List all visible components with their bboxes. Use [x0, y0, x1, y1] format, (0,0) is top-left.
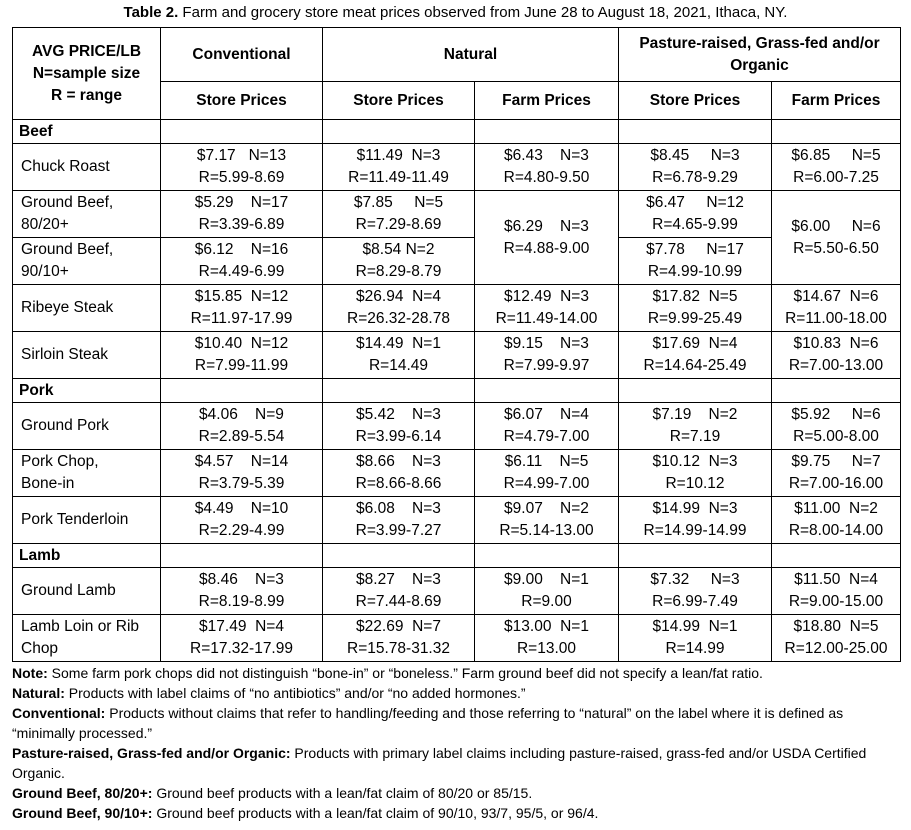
cell-line: $7.19 N=2 — [652, 406, 738, 423]
cell-line: $8.46 N=3 — [199, 571, 284, 588]
table-row — [13, 568, 901, 615]
row-label-line: Ground Lamb — [21, 582, 116, 599]
conv-store-cell — [161, 450, 323, 497]
cell-line: R=4.99-10.99 — [647, 263, 743, 280]
cell-line: $15.85 N=12 — [194, 288, 289, 305]
cell-line: R=14.99-14.99 — [643, 522, 747, 539]
pas-farm-cell — [772, 144, 901, 191]
pas-farm-cell — [772, 615, 901, 662]
cell-line: $6.07 N=4 — [504, 406, 589, 423]
cell-line: $8.66 N=3 — [356, 453, 441, 470]
cell-line: $7.32 N=3 — [650, 571, 740, 588]
price-table — [12, 27, 901, 662]
empty-cell — [475, 120, 619, 144]
note-natural: Natural: Products with label claims of “no antibiotics” and/or “no added hormones.” — [12, 685, 526, 701]
cell-line: $8.27 N=3 — [356, 571, 441, 588]
cell-line: R=5.50-6.50 — [793, 239, 879, 257]
nat-store-cell — [323, 568, 475, 615]
table-row — [13, 144, 901, 191]
nat-store-cell — [323, 144, 475, 191]
cell-line: R=7.29-8.69 — [355, 216, 442, 233]
empty-cell — [772, 120, 901, 144]
cell-line: $6.47 N=12 — [646, 194, 744, 211]
pas-farm-cell — [772, 285, 901, 332]
section-beef: Beef — [13, 120, 161, 144]
table-row — [13, 403, 901, 450]
cell-line: R=4.65-9.99 — [652, 216, 738, 233]
empty-cell — [619, 544, 772, 568]
nat-store-cell — [323, 497, 475, 544]
cell-line: $8.45 N=3 — [650, 147, 740, 164]
cell-line: R=7.99-11.99 — [194, 357, 289, 374]
cell-line: $5.29 N=17 — [194, 194, 289, 211]
row-label-line: Ground Beef, — [21, 241, 114, 258]
cell-line: R=2.89-5.54 — [198, 428, 285, 445]
cell-line: R=6.00-7.25 — [793, 169, 879, 186]
empty-cell — [323, 379, 475, 403]
cell-line: $6.85 N=5 — [791, 147, 881, 164]
header-pas-farm: Farm Prices — [772, 82, 901, 120]
pas-store-cell — [619, 144, 772, 191]
cell-line: $14.99 N=3 — [652, 500, 738, 517]
nat-store-cell — [323, 615, 475, 662]
cell-line: $13.00 N=1 — [504, 618, 589, 635]
row-label — [13, 403, 161, 450]
table-row — [13, 191, 901, 238]
cell-line: R=4.80-9.50 — [503, 169, 590, 186]
cell-line: $14.49 N=1 — [356, 335, 441, 352]
cell-line: $11.49 N=3 — [356, 147, 441, 164]
cell-line: R=7.44-8.69 — [355, 593, 442, 610]
cell-line: $18.80 N=5 — [793, 618, 879, 635]
cell-line: $7.78 N=17 — [646, 241, 744, 258]
cell-line: $4.49 N=10 — [194, 500, 289, 517]
header-pasture — [619, 28, 901, 82]
nat-store-cell — [323, 403, 475, 450]
cell-line: $6.08 N=3 — [356, 500, 441, 517]
cell-line: R=8.66-8.66 — [355, 475, 442, 492]
cell-line: $6.29 N=3 — [504, 217, 589, 235]
note-general: Note: Some farm pork chops did not distinguish “bone-in” or “boneless.” Farm ground beef did not specify a lean/fat ratio. — [12, 665, 763, 681]
cell-line: $9.75 N=7 — [791, 453, 881, 470]
cell-line: R=7.99-9.97 — [503, 357, 590, 374]
pas-store-cell — [619, 238, 772, 285]
pas-store-cell — [619, 332, 772, 379]
row-label-line: Pork Tenderloin — [21, 511, 129, 528]
row-label-line: Pork Chop, — [21, 453, 99, 470]
row-label-line: Ribeye Steak — [21, 299, 114, 316]
empty-cell — [475, 544, 619, 568]
cell-line: R=12.00-25.00 — [784, 640, 888, 657]
nat-store-cell — [323, 332, 475, 379]
cell-line: $7.85 N=5 — [353, 194, 444, 211]
cell-line: R=6.78-9.29 — [652, 169, 738, 186]
cell-line: R=6.99-7.49 — [652, 593, 738, 610]
header-conventional: Conventional — [161, 28, 323, 82]
header-conv-store: Store Prices — [161, 82, 323, 120]
cell-line: R=14.99 — [665, 640, 725, 657]
cell-line: $9.07 N=2 — [504, 500, 589, 517]
row-label — [13, 615, 161, 662]
cell-line: R=8.19-8.99 — [198, 593, 285, 610]
cell-line: $6.43 N=3 — [504, 147, 589, 164]
corner-line: R = range — [50, 86, 123, 104]
nat-store-cell — [323, 191, 475, 238]
empty-cell — [323, 544, 475, 568]
header-nat-farm: Farm Prices — [475, 82, 619, 120]
cell-line: R=26.32-28.78 — [347, 310, 450, 327]
pas-store-cell — [619, 615, 772, 662]
cell-line: R=11.49-11.49 — [348, 169, 449, 186]
cell-line: $14.99 N=1 — [652, 618, 738, 635]
cell-line: R=9.00 — [521, 593, 572, 610]
header-corner — [13, 28, 161, 120]
cell-line: $17.69 N=4 — [652, 335, 738, 352]
row-label — [13, 332, 161, 379]
cell-line: R=4.88-9.00 — [503, 239, 590, 257]
pas-farm-cell — [772, 191, 901, 285]
cell-line: $9.15 N=3 — [504, 335, 589, 352]
pas-farm-cell — [772, 568, 901, 615]
note-conventional: Conventional: Products without claims that refer to handling/feeding and those referring to “natural” on the label where it is defined as “minimally processed.” — [12, 705, 844, 741]
pas-store-cell — [619, 285, 772, 332]
cell-line: $12.49 N=3 — [504, 288, 589, 305]
conv-store-cell — [161, 332, 323, 379]
cell-line: R=15.78-31.32 — [347, 640, 450, 657]
cell-line: R=10.12 — [665, 475, 725, 492]
conv-store-cell — [161, 191, 323, 238]
cell-line: R=4.99-7.00 — [503, 475, 590, 492]
header-nat-store: Store Prices — [323, 82, 475, 120]
cell-line: $8.54 N=2 — [362, 241, 435, 258]
note-ground-beef-80: Ground Beef, 80/20+: Ground beef products with a lean/fat claim of 80/20 or 85/15. — [12, 785, 533, 801]
corner-line: N=sample size — [32, 64, 141, 82]
pas-store-cell — [619, 497, 772, 544]
row-label-line: Ground Beef, — [21, 194, 114, 211]
section-lamb: Lamb — [13, 544, 161, 568]
nat-farm-cell — [475, 568, 619, 615]
pas-farm-cell — [772, 450, 901, 497]
row-label-line: Chuck Roast — [21, 158, 110, 175]
conv-store-cell — [161, 144, 323, 191]
conv-store-cell — [161, 238, 323, 285]
pas-store-cell — [619, 450, 772, 497]
section-row — [13, 544, 901, 568]
row-label — [13, 497, 161, 544]
conv-store-cell — [161, 285, 323, 332]
cell-line: R=17.32-17.99 — [190, 640, 293, 657]
cell-line: $6.11 N=5 — [504, 453, 589, 470]
cell-line: $4.06 N=9 — [199, 406, 284, 423]
row-label — [13, 238, 161, 285]
empty-cell — [475, 379, 619, 403]
header-natural: Natural — [323, 28, 619, 82]
pas-store-cell — [619, 403, 772, 450]
nat-farm-cell — [475, 403, 619, 450]
nat-farm-cell — [475, 615, 619, 662]
empty-cell — [619, 379, 772, 403]
cell-line: $10.83 N=6 — [793, 335, 879, 352]
cell-line: $7.17 N=13 — [196, 147, 287, 164]
pas-store-cell — [619, 191, 772, 238]
empty-cell — [323, 120, 475, 144]
table-row — [13, 285, 901, 332]
corner-line: AVG PRICE/LB — [31, 42, 142, 60]
empty-cell — [161, 379, 323, 403]
row-label-line: 90/10+ — [21, 263, 69, 280]
row-label-line: Lamb Loin or Rib — [21, 618, 140, 635]
row-label — [13, 285, 161, 332]
cell-line: R=4.49-6.99 — [198, 263, 285, 280]
table-row — [13, 497, 901, 544]
header-pasture-line: Pasture-raised, Grass-fed and/or — [639, 34, 880, 52]
conv-store-cell — [161, 615, 323, 662]
section-row — [13, 379, 901, 403]
pas-store-cell — [619, 568, 772, 615]
cell-line: R=13.00 — [516, 640, 577, 657]
empty-cell — [772, 379, 901, 403]
row-label — [13, 191, 161, 238]
cell-line: R=14.64-25.49 — [643, 357, 747, 374]
cell-line: $17.82 N=5 — [652, 288, 738, 305]
cell-line: R=3.99-6.14 — [355, 428, 442, 445]
cell-line: R=14.49 — [368, 357, 429, 374]
nat-farm-cell — [475, 497, 619, 544]
cell-line: R=3.99-7.27 — [355, 522, 442, 539]
cell-line: R=2.29-4.99 — [198, 522, 285, 539]
cell-line: $6.12 N=16 — [194, 241, 289, 258]
cell-line: R=7.00-13.00 — [788, 357, 884, 374]
table-row — [13, 238, 901, 285]
table-row — [13, 332, 901, 379]
cell-line: $6.00 N=6 — [791, 217, 881, 235]
footnotes — [12, 663, 900, 823]
nat-farm-cell — [475, 191, 619, 285]
empty-cell — [161, 120, 323, 144]
empty-cell — [619, 120, 772, 144]
cell-line: $5.92 N=6 — [791, 406, 881, 423]
cell-line: R=11.97-17.99 — [190, 310, 293, 327]
nat-store-cell — [323, 285, 475, 332]
cell-line: $11.50 N=4 — [794, 571, 878, 588]
cell-line: R=9.99-25.49 — [647, 310, 743, 327]
table-row — [13, 615, 901, 662]
nat-store-cell — [323, 450, 475, 497]
row-label-line: Sirloin Steak — [21, 346, 109, 363]
header-pasture-line: Organic — [730, 56, 789, 74]
cell-line: $26.94 N=4 — [356, 288, 441, 305]
cell-line: $9.00 N=1 — [504, 571, 589, 588]
cell-line: R=4.79-7.00 — [503, 428, 590, 445]
empty-cell — [161, 544, 323, 568]
cell-line: R=7.19 — [669, 428, 721, 445]
cell-line: $22.69 N=7 — [356, 618, 441, 635]
cell-line: $17.49 N=4 — [199, 618, 284, 635]
conv-store-cell — [161, 568, 323, 615]
row-label-line: Bone-in — [21, 475, 75, 492]
cell-line: R=8.00-14.00 — [788, 522, 884, 539]
note-pasture: Pasture-raised, Grass-fed and/or Organic: Products with primary label claims including pasture-raised, grass-fed and/or USDA Certified Organic. — [12, 745, 867, 781]
nat-store-cell — [323, 238, 475, 285]
nat-farm-cell — [475, 332, 619, 379]
cell-line: $10.40 N=12 — [194, 335, 289, 352]
conv-store-cell — [161, 497, 323, 544]
cell-line: R=11.49-14.00 — [495, 310, 598, 327]
row-label-line: 80/20+ — [21, 216, 69, 233]
nat-farm-cell — [475, 144, 619, 191]
caption-text: Farm and grocery store meat prices observed from June 28 to August 18, 2021, Ithaca, NY. — [178, 4, 788, 21]
row-label — [13, 450, 161, 497]
section-row — [13, 120, 901, 144]
cell-line: $10.12 N=3 — [652, 453, 738, 470]
cell-line: R=3.39-6.89 — [198, 216, 285, 233]
nat-farm-cell — [475, 450, 619, 497]
row-label — [13, 568, 161, 615]
cell-line: $11.00 N=2 — [794, 500, 878, 517]
cell-line: R=7.00-16.00 — [788, 475, 884, 492]
cell-line: R=9.00-15.00 — [788, 593, 884, 610]
nat-farm-cell — [475, 285, 619, 332]
cell-line: R=11.00-18.00 — [785, 310, 887, 327]
empty-cell — [772, 544, 901, 568]
note-ground-beef-90: Ground Beef, 90/10+: Ground beef products with a lean/fat claim of 90/10, 93/7, 95/5, or 96/4. — [12, 805, 599, 821]
table-caption — [0, 3, 911, 23]
caption-label: Table 2. — [123, 4, 179, 21]
pas-farm-cell — [772, 332, 901, 379]
pas-farm-cell — [772, 497, 901, 544]
header-pas-store: Store Prices — [619, 82, 772, 120]
cell-line: R=3.79-5.39 — [198, 475, 285, 492]
table-row — [13, 450, 901, 497]
cell-line: R=8.29-8.79 — [355, 263, 442, 280]
pas-farm-cell — [772, 403, 901, 450]
row-label-line: Chop — [21, 640, 59, 657]
cell-line: R=5.99-8.69 — [198, 169, 285, 186]
section-pork: Pork — [13, 379, 161, 403]
row-label-line: Ground Pork — [21, 417, 109, 434]
cell-line: $4.57 N=14 — [194, 453, 289, 470]
row-label — [13, 144, 161, 191]
cell-line: R=5.14-13.00 — [499, 522, 594, 539]
cell-line: $5.42 N=3 — [356, 406, 441, 423]
conv-store-cell — [161, 403, 323, 450]
cell-line: $14.67 N=6 — [793, 288, 879, 305]
cell-line: R=5.00-8.00 — [793, 428, 879, 445]
